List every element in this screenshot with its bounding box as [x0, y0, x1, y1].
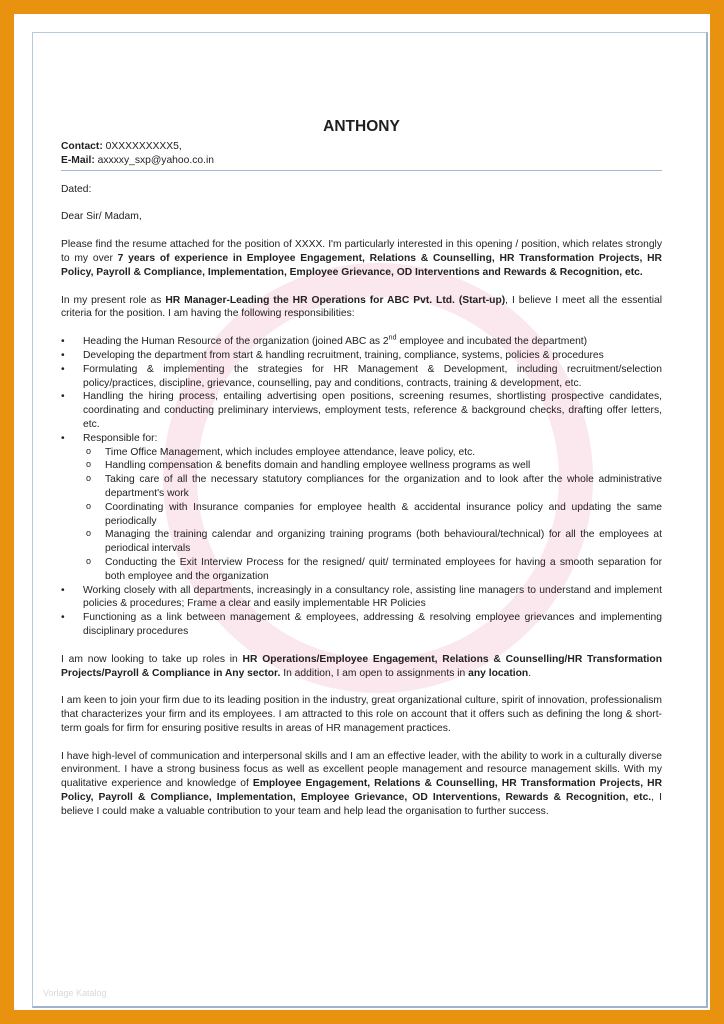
paragraph-skills — [61, 750, 662, 819]
email-value: axxxxy_sxp@yahoo.co.in — [94, 154, 214, 166]
text: Responsible for: — [83, 432, 158, 444]
sub-list-item: o Handling compensation & benefits domain and handling employee wellness programs as well — [83, 459, 662, 473]
text: , I believe I could make a valuable contribution to your team and help lead the organisation to further success. — [61, 792, 662, 817]
salutation: Dear Sir/ Madam, — [61, 211, 142, 223]
paragraph-present-role — [61, 294, 662, 322]
text: I am now looking to take up roles in — [61, 653, 243, 665]
sub-list-item: o Taking care of all the necessary statutory compliances for the organization and to look after the whole administrative department's work — [83, 473, 662, 501]
text: In my present role as — [61, 294, 166, 306]
letter-content — [61, 117, 662, 833]
text: employee and incubated the department) — [396, 336, 588, 348]
list-item: • Handling the hiring process, entailing advertising open positions, screening resumes, shortlisting prospective candidates, coordinating and conducting preliminary interviews, employment tests, reference & background checks, drafting offer letters, etc. — [61, 390, 662, 431]
text: In addition, I am open to assignments in — [280, 667, 469, 679]
paragraph-roles — [61, 653, 662, 681]
list-item: • Developing the department from start & handling recruitment, training, compliance, systems, policies & procedures — [61, 349, 662, 363]
header-divider — [61, 170, 662, 171]
dated-line: Dated: — [61, 183, 92, 195]
list-item — [61, 432, 662, 584]
sheet — [14, 14, 710, 1010]
text: . — [528, 667, 532, 679]
bold-text: HR Operations/Employee Engagement, Relations & Counselling/HR Transformation Projects/Payroll & Compliance in Any sector. — [61, 653, 662, 679]
bold-text: HR Manager-Leading the HR Operations for ABC Pvt. Ltd. (Start-up) — [165, 294, 506, 306]
text: Heading the Human Resource of the organization (joined ABC as 2 — [83, 336, 389, 348]
footer-watermark-text: Vorlage Katalog — [43, 988, 107, 998]
sub-list-item: o Managing the training calendar and organizing training programs (both behavioural/technical) for all the employees at periodical intervals — [83, 528, 662, 556]
text: , I believe I meet all the essential criteria for the position. I am having the following responsibilities: — [61, 294, 662, 320]
sub-list-item: o Time Office Management, which includes employee attendance, leave policy, etc. — [83, 446, 662, 460]
email-line — [61, 154, 662, 168]
sub-list-item: o Conducting the Exit Interview Process for the resigned/ quit/ terminated employees for having a smooth separation for both employee and the organization — [83, 556, 662, 584]
contact-value: 0XXXXXXXXX5, — [102, 141, 182, 152]
contact-line — [61, 140, 662, 154]
applicant-name: ANTHONY — [323, 118, 400, 135]
list-item — [61, 335, 662, 349]
text: Please find the resume attached for the position of XXXX. I'm particularly interested in this opening / position, which relates strongly to my over — [61, 239, 662, 264]
list-item: • Functioning as a link between management & employees, addressing & resolving employee grievances and implementing disciplinary procedures — [61, 611, 662, 639]
list-item: • Formulating & implementing the strategies for HR Management & Development, including recruitment/selection policy/practices, discipline, grievance, counselling, pay and conditions, contracts, training & development, etc. — [61, 363, 662, 391]
list-item: • Working closely with all departments, increasingly in a consultancy role, assisting line managers to understand and implement policies & procedures; Frame a clear and easily implementable HR Policies — [61, 584, 662, 612]
paragraph-keen: I am keen to join your firm due to its leading position in the industry, great organizational culture, spirit of innovation, professionalism that characterizes your firm and its employees. I am attracted to this role on account that it offers such as defining the long & short-term goals for firm for ensuring positive results in areas of HR management practices. — [61, 695, 662, 734]
letter-page — [32, 32, 708, 1008]
text: I have high-level of communication and interpersonal skills and I am an effective leader, with the ability to work in a culturally diverse environment. I have a strong business focus as well as excellent people management and resource management skills. With my qualitative experience and knowledge of — [61, 750, 662, 790]
paragraph-intro — [61, 238, 662, 279]
bold-text: any location — [468, 667, 529, 679]
bold-text: 7 years of experience in Employee Engagement, Relations & Counselling, HR Transformation Projects, HR Policy, Payroll & Compliance, Implementation, Employee Grievance, OD Interventions and Rewards & Recognition, etc. — [61, 252, 662, 278]
responsibilities-list — [61, 335, 662, 639]
bold-text: Employee Engagement, Relations & Counselling, HR Transformation Projects, HR Policy, Payroll & Compliance, Implementation, Employee Grievance, OD Interventions, Rewards & Recognition, etc. — [61, 778, 663, 804]
email-label: E-Mail: — [61, 154, 95, 166]
sub-list-item: o Coordinating with Insurance companies for employee health & accidental insurance policy and updating the same periodically — [83, 501, 662, 529]
superscript: nd — [388, 334, 397, 342]
contact-label: Contact: — [61, 141, 103, 152]
sub-list — [83, 446, 662, 584]
